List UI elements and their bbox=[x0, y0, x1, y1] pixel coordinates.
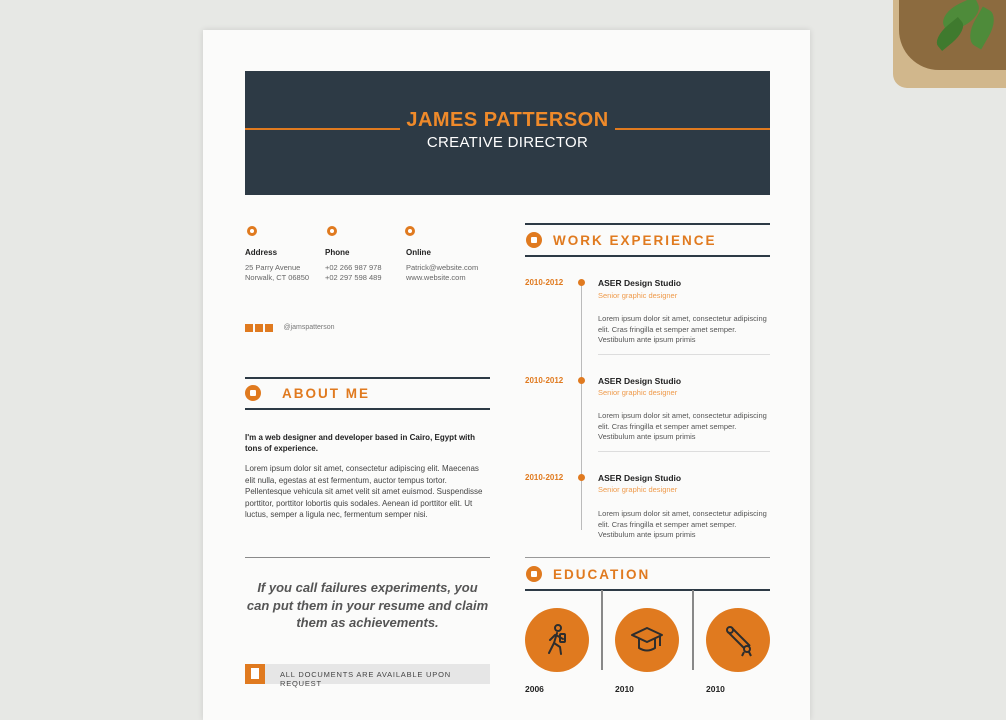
work-top-rule bbox=[525, 223, 770, 225]
timeline-dot bbox=[578, 377, 585, 384]
online-label: Online bbox=[406, 248, 431, 257]
about-lead: I'm a web designer and developer based in Cairo, Egypt with tons of experience. bbox=[245, 433, 475, 453]
about-top-rule bbox=[245, 377, 490, 379]
resume-header bbox=[245, 71, 770, 195]
timeline-dot bbox=[578, 279, 585, 286]
address-value: 25 Parry Avenue Norwalk, CT 06850 bbox=[245, 263, 310, 282]
quote-divider bbox=[245, 557, 490, 558]
education-title: EDUCATION bbox=[553, 567, 651, 582]
job-years: 2010-2012 bbox=[525, 278, 564, 287]
documents-request-button[interactable] bbox=[245, 664, 490, 688]
candidate-name: JAMES PATTERSON bbox=[406, 109, 609, 131]
globe-icon bbox=[405, 226, 415, 236]
graduation-icon bbox=[526, 566, 542, 582]
job-separator bbox=[598, 451, 770, 452]
user-icon bbox=[245, 385, 261, 401]
timeline-dot bbox=[578, 474, 585, 481]
phone-icon bbox=[327, 226, 337, 236]
about-bottom-rule bbox=[245, 408, 490, 410]
job-role: Senior graphic designer bbox=[598, 388, 678, 397]
social-links bbox=[245, 319, 335, 337]
education-year: 2010 bbox=[706, 684, 725, 694]
job-years: 2010-2012 bbox=[525, 473, 564, 482]
job-company: ASER Design Studio bbox=[598, 376, 682, 386]
social-handle: @jamspatterson bbox=[283, 324, 335, 332]
job-description: Lorem ipsum dolor sit amet, consectetur adipiscing elit. Cras fringilla et semper amet semper. Vestibulum ante ipsum primis bbox=[598, 314, 767, 344]
job-years: 2010-2012 bbox=[525, 376, 564, 385]
diploma-scroll-icon bbox=[706, 608, 770, 672]
job-description: Lorem ipsum dolor sit amet, consectetur adipiscing elit. Cras fringilla et semper amet semper. Vestibulum ante ipsum primis bbox=[598, 509, 767, 539]
job-role: Senior graphic designer bbox=[598, 485, 678, 494]
job-separator bbox=[598, 354, 770, 355]
about-body: Lorem ipsum dolor sit amet, consectetur adipiscing elit. Maecenas elit nulla, egestas at est fermentum, auctor tempus tortor. Pellentesque vehicula sit amet velit sit amet euismod. Suspendisse porttitor, porttitor lobortis quis sodales. Aenean id porttitor elit. Ut luctus, semper a ligula nec, fermentum semper nisi. bbox=[245, 464, 483, 519]
education-year: 2010 bbox=[615, 684, 634, 694]
linkedin-icon[interactable] bbox=[265, 324, 273, 332]
work-timeline bbox=[581, 280, 582, 530]
address-label: Address bbox=[245, 248, 278, 257]
briefcase-icon bbox=[526, 232, 542, 248]
phone-label: Phone bbox=[325, 248, 350, 257]
hiker-icon bbox=[525, 608, 589, 672]
education-year: 2006 bbox=[525, 684, 544, 694]
education-divider bbox=[601, 590, 603, 670]
education-bottom-rule bbox=[525, 589, 770, 591]
about-title: ABOUT ME bbox=[282, 386, 370, 401]
online-value: Patrick@website.com www.website.com bbox=[406, 263, 479, 282]
job-company: ASER Design Studio bbox=[598, 278, 682, 288]
phone-value: +02 266 987 978 +02 297 598 489 bbox=[325, 263, 382, 282]
education-top-rule bbox=[525, 557, 770, 558]
work-bottom-rule bbox=[525, 255, 770, 257]
job-description: Lorem ipsum dolor sit amet, consectetur adipiscing elit. Cras fringilla et semper amet semper. Vestibulum ante ipsum primis bbox=[598, 411, 767, 441]
facebook-icon[interactable] bbox=[255, 324, 263, 332]
job-role: Senior graphic designer bbox=[598, 291, 678, 300]
work-title: WORK EXPERIENCE bbox=[553, 233, 717, 248]
resume-page bbox=[203, 30, 810, 720]
documents-request-label: ALL DOCUMENTS ARE AVAILABLE UPON REQUEST bbox=[280, 670, 451, 688]
graduation-cap-icon bbox=[615, 608, 679, 672]
document-icon bbox=[245, 664, 265, 684]
education-divider bbox=[692, 590, 694, 670]
address-icon bbox=[247, 226, 257, 236]
twitter-icon[interactable] bbox=[245, 324, 253, 332]
desk-plant-decoration bbox=[893, 0, 1006, 88]
quote-text: If you call failures experiments, you can put them in your resume and claim them as achievements. bbox=[246, 580, 489, 630]
candidate-role: CREATIVE DIRECTOR bbox=[426, 134, 589, 151]
job-company: ASER Design Studio bbox=[598, 473, 682, 483]
